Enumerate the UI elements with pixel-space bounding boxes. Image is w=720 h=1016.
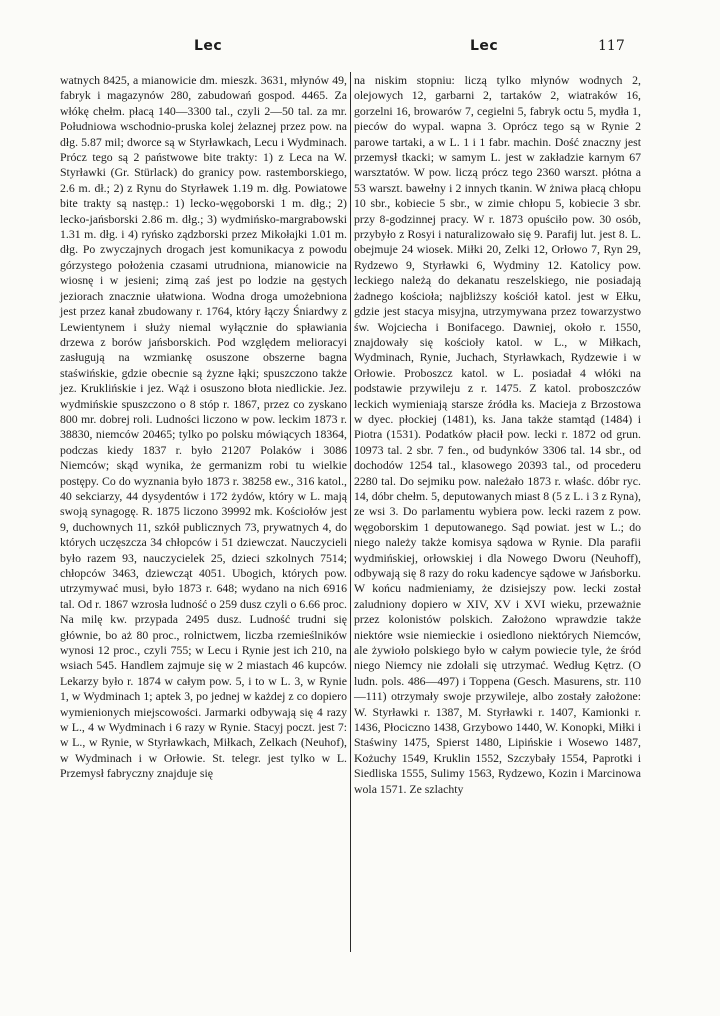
running-head-left: Lec bbox=[194, 38, 223, 54]
page-number: 117 bbox=[598, 38, 625, 54]
entry-text-right: na niskim stopniu: liczą tylko młynów wodnych 2, olejowych 12, garbarni 2, tartaków 2, wiatraków 16, gorzelni 16, browarów 7, cegielni 5, fabryk octu 5, mydła 1, pieców do wypal. wapna 3. Oprócz tego są w Rynie 2 parowe tartaki, a w L. 1 i 1 fabr. machin. Dość znaczny jest przemysł tkacki; w samym L. jest w zakładzie karnym 67 warsztatów. W pow. liczą prócz tego 2360 warszt. płótna a 53 warszt. bawełny i 2 innych tkanin. W żniwa płacą chłopu 10 sbr., kobiecie 5 sbr., w zimie chłopu 5, kobiecie 3 sbr. przy 8-godzinnej pracy. W r. 1873 opuściło pow. 30 osób, przybyło z Rosyi i naturalizowało się 9. Parafij lut. jest 8. L. obejmuje 24 wiosek. Miłki 20, Zelki 12, Orłowo 7, Ryn 29, Rydzewo 9, Styrławki 6, Wydminy 12. Katolicy pow. leckiego należą do dekanatu reszelskiego, nie posiadają żadnego kościoła; najbliższy kościół katol. jest w Ełku, gdzie jest stacya misyjna, utrzymywana przez towarzystwo św. Wojciecha i Bonifacego. Dawniej, około r. 1550, znajdowały się kościoły katol. w L., w Miłkach, Wydminach, Rynie, Juchach, Styrławkach, Rydzewie i w Orłowie. Proboszcz katol. w L. posiadał 4 włóki na podstawie przywileju z r. 1475. Z katol. proboszczów leckich wymieniają starsze źródła ks. Macieja z Brzostowa w dyec. płockiej (1481), ks. Jana także stamtąd (1484) i Piotra (1531). Podatków płacił pow. lecki r. 1872 od grun. 10973 tal. 2 sbr. 7 fen., od budynków 3306 tal. 14 sbr., od dochodów 1254 tal., klasowego 20393 tal., od procederu 2280 tal. Do sejmiku pow. należało 1873 r. właśc. dóbr ryc. 14, dóbr chełm. 5, deputowanych miast 8 (5 z L. i 3 z Ryna), ze wsi 3. Do parlamentu wybiera pow. lecki razem z pow. węgoborskim 1 deputowanego. Sąd powiat. jest w L.; do niego należy także komisya sądowa w Rynie. Dla parafii wydmińskiej, orłowskiej i dla Nowego Dworu (Neuhoff), odbywają się 8 razy do roku kadencye sądowe w Jańsborku. W końcu nadmieniamy, że dzisiejszy pow. lecki został zaludniony dopiero w XIV, XV i XVI wieku, przeważnie przez kolonistów polskich. Założono wprawdzie także niektóre wsie niemieckie i osiedlono niektórych Niemców, ale żywioło polskiego było w całym powiecie tyle, że śród niego Niemcy nie zdołali się utrzymać. Według Kętrz. (O ludn. pols. 486—497) i Toppena (Gesch. Masurens, str. 110—111) otrzymały swoje przywileje, albo zostały założone: W. Styrławki r. 1387, M. Styrławki r. 1407, Kamionki r. 1436, Płociczno 1438, Grzybowo 1440, W. Konopki, Miłki i Staświny 1475, Spierst 1480, Lipińskie i Wosewo 1487, Kożuchy 1549, Kruklin 1552, Szczybały 1554, Paprotki i Siedliska 1555, Sulimy 1563, Rydzewo, Kozin i Marcinowa wola 1571. Ze szlachty bbox=[354, 73, 641, 796]
text-column-right bbox=[354, 73, 641, 797]
entry-text-left: watnych 8425, a mianowicie dm. mieszk. 3631, młynów 49, fabryk i magazynów 280, zabudowań gospod. 4465. Za włókę chełm. płacą 140—3300 tal., czyli 2—50 tal. za mr. Południowa wschodnio-pruska kolej żelaznej przez pow. na dłg. 5.87 mil; dworce są w Styrławkach, Lecu i Wydminach. Prócz tego są 2 państwowe bite trakty: 1) z Leca na W. Styrławki (Gr. Stürlack) do granicy pow. rastemborskiego, 2.6 m. dł.; 2) z Rynu do Styrławek 1.19 m. dłg. Powiatowe bite trakty są następ.: 1) lecko-węgoborski 1 m. dłg.; 2) lecko-jańsborski 2.86 m. dłg.; 3) wydmińsko-margrabowski 1.31 m. dłg. i 4) ryńsko ządzborski przez Mikołajki 1.01 m. dłg. Po zwyczajnych drogach jest komunikacya z powodu górzystego położenia czasami utrudniona, mianowicie na wiosnę i w jesieni; zimą zaś jest po lodzie na gęstych jeziorach znacznie ułatwiona. Wodna droga umożebniona jest przez kanał zbudowany r. 1764, który łączy Śniardwy z Lewientynem i służy niemal wyłącznie do spławiania drzewa z borów jańsborskich. Pod względem melioracyi zasługują na wzmiankę osuszone obszerne bagna staświńskie, gdzie obecnie są żyzne łąki; spuszczono także jez. Kruklińskie i jez. Wąż i osuszono błota niedlickie. Jez. wydmińskie spuszczono o 8 stóp r. 1867, przez co zyskano 800 mr. dobrej roli. Ludności liczono w pow. leckim 1873 r. 38830, niemców 20465; tylko po polsku mówiących 18364, podczas kiedy 1837 r. było 21207 Polaków i 3086 Niemców; skąd wynika, że germanizm robi tu wielkie postępy. Co do wyznania było 1873 r. 38258 ew., 316 katol., 40 sekciarzy, 44 dysydentów i 172 żydów, który w L. mają swoją synagogę. R. 1875 liczono 39992 mk. Kościołów jest 9, duchownych 11, szkół publicznych 73, prywatnych 4, do których uczęszcza 34 chłopców i 51 dziewczat. Nauczycieli było razem 93, nauczycielek 25, dzieci szkolnych 7514; chłopców 3463, dziewcząt 4051. Ubogich, których pow. utrzymywać musi, było 1873 r. 648; wydano na nich 6916 tal. Od r. 1867 wzrosła ludność o 259 dusz czyli o 6.66 proc. Na milę kw. przypada 2495 dusz. Ludność trudni się głównie, bo aż 80 proc., rolnictwem, liczba rzemieślników wynosi 12 proc., czyli 755; w Lecu i Rynie jest ich 210, na wsiach 545. Handlem zajmuje się w 2 miastach 46 kupców. Lekarzy było r. 1874 w całym pow. 5, i to w L. 3, w Rynie 1, w Wydminach 1; aptek 3, po jednej w każdej z co dopiero wymienionych miejscowości. Jarmarki odbywają się 4 razy w L., 4 w Wydminach i 6 razy w Rynie. Stacyj poczt. jest 7: w L., w Rynie, w Styrławkach, Miłkach, Zelkach (Neuhof), w Wydminach i w Orłowie. St. telegr. jest tylko w L. Przemysł fabryczny znajduje się bbox=[60, 73, 347, 781]
text-column-left bbox=[60, 73, 347, 782]
running-head-right: Lec bbox=[470, 38, 499, 54]
column-divider bbox=[350, 72, 351, 952]
